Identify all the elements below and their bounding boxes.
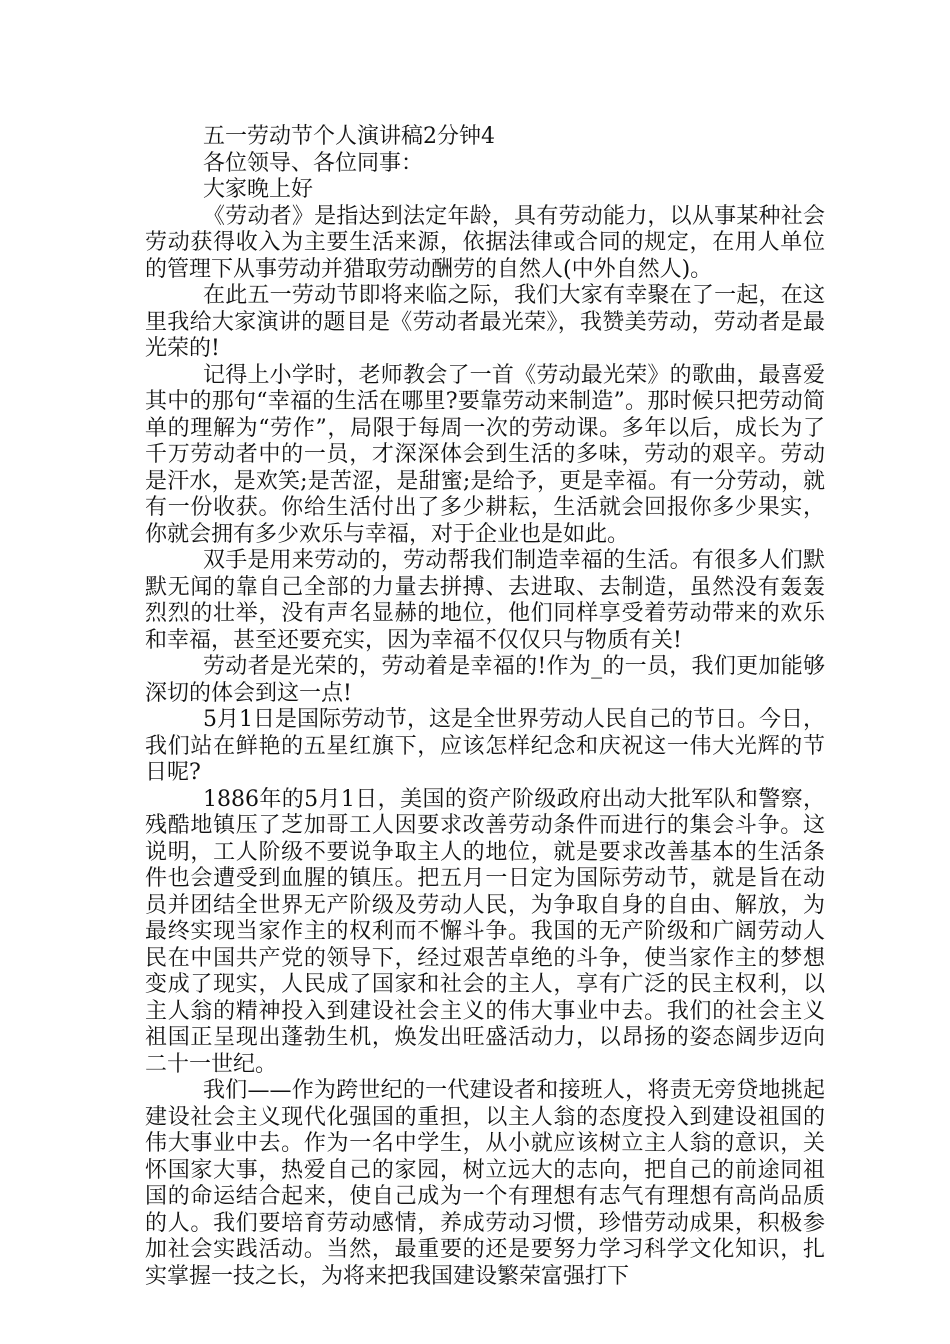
document-title: 五一劳动节个人演讲稿2分钟4 [203, 124, 495, 149]
paragraph-3: 记得上小学时，老师教会了一首《劳动最光荣》的歌曲，最喜爱其中的那句“幸福的生活在哪里?要靠劳动来制造”。那时候只把劳动简单的理解为“劳作”，局限于每周一次的劳动课。多年以后，成长为了千万劳动者中的一员，才深深体会到生活的多味，劳动的艰辛。劳动是汗水，是欢笑;是苦涩，是甜蜜;是给予，更是幸福。有一分劳动，就有一份收获。你给生活付出了多少耕耘，生活就会回报你多少果实，你就会拥有多少欢乐与幸福，对于企业也是如此。 [145, 362, 825, 547]
paragraph-2: 在此五一劳动节即将来临之际，我们大家有幸聚在了一起，在这里我给大家演讲的题目是《劳动者最光荣》，我赞美劳动，劳动者是最光荣的! [145, 283, 825, 361]
paragraph-6: 5月1日是国际劳动节，这是全世界劳动人民自己的节日。今日，我们站在鲜艳的五星红旗下，应该怎样纪念和庆祝这一伟大光辉的节日呢? [145, 707, 825, 785]
paragraph-5: 劳动者是光荣的，劳动着是幸福的!作为_的一员，我们更加能够深切的体会到这一点! [145, 654, 825, 706]
paragraph-4: 双手是用来劳动的，劳动帮我们制造幸福的生活。有很多人们默默无闻的靠自己全部的力量去拼搏、去进取、去制造，虽然没有轰轰烈烈的壮举，没有声名显赫的地位，他们同样享受着劳动带来的欢乐和幸福，甚至还要充实，因为幸福不仅仅只与物质有关! [145, 548, 825, 653]
paragraph-8: 我们——作为跨世纪的一代建设者和接班人，将责无旁贷地挑起建设社会主义现代化强国的重担，以主人翁的态度投入到建设祖国的伟大事业中去。作为一名中学生，从小就应该树立主人翁的意识，关怀国家大事，热爱自己的家园，树立远大的志向，把自己的前途同祖国的命运结合起来，使自己成为一个有理想有志气有理想有高尚品质的人。我们要培育劳动感情，养成劳动习惯，珍惜劳动成果，积极参加社会实践活动。当然，最重要的还是要努力学习科学文化知识，扎实掌握一技之长，为将来把我国建设繁荣富强打下 [145, 1078, 825, 1289]
paragraph-1: 《劳动者》是指达到法定年龄，具有劳动能力，以从事某种社会劳动获得收入为主要生活来源，依据法律或合同的规定，在用人单位的管理下从事劳动并猎取劳动酬劳的自然人(中外自然人)。 [145, 203, 825, 282]
salutation: 各位领导、各位同事： [203, 150, 424, 176]
greeting: 大家晚上好 [203, 177, 314, 202]
paragraph-7: 1886年的5月1日，美国的资产阶级政府出动大批军队和警察，残酷地镇压了芝加哥工人因要求改善劳动条件而进行的集会斗争。这说明，工人阶级不要说争取主人的地位，就是要求改善基本的生活条件也会遭受到血腥的镇压。把五月一日定为国际劳动节，就是旨在动员并团结全世界无产阶级及劳动人民，为争取自身的自由、解放，为最终实现当家作主的权利而不懈斗争。我国的无产阶级和广阔劳动人民在中国共产党的领导下，经过艰苦卓绝的斗争，使当家作主的梦想变成了现实，人民成了国家和社会的主人，享有广泛的民主权利，以主人翁的精神投入到建设社会主义的伟大事业中去。我们的社会主义祖国正呈现出蓬勃生机，焕发出旺盛活动力，以昂扬的姿态阔步迈向二十一世纪。 [145, 786, 825, 1077]
document-body [145, 124, 825, 1290]
